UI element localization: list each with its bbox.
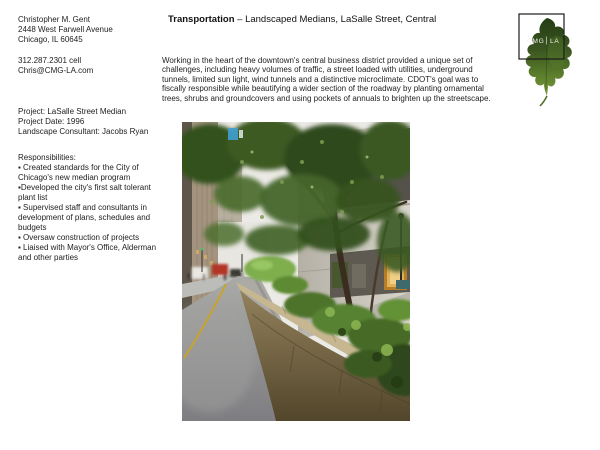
contact-block [18,15,160,45]
contact-city: Chicago, IL 60645 [18,35,83,44]
responsibility-item: ▪ Created standards for the City of Chicago's new median program [18,163,139,182]
project-consultant-line: Landscape Consultant: Jacobs Ryan [18,127,149,136]
responsibility-item: ▪ Oversaw construction of projects [18,233,140,242]
project-date-line: Project Date: 1996 [18,117,85,126]
responsibility-item: ▪Developed the city's first salt tolerant plant list [18,183,151,202]
logo-text-cmg: CMG [527,38,545,45]
phone-email-block [18,56,160,76]
logo [515,12,577,108]
responsibilities-heading: Responsibilities: [18,153,76,162]
responsibilities-block [18,153,160,263]
page-title [168,14,436,25]
title-category: Transportation [168,14,235,25]
contact-name: Christopher M. Gent [18,15,91,24]
body-paragraph: Working in the heart of the downtown's central business district provided a unique set of challenges, including heavy volumes of traffic, a street loaded with utilities, underground tunnels, limited sun light, wind tunnels and a distinctive microclimate. CDOT's goal was to fiscally responsible while beautifying a wider section of the roadway by planting ornamental trees, shrubs and groundcovers and using pockets of annuals to brighten up the streetscape. [162,56,491,103]
oak-leaf-icon [526,18,572,106]
project-block [18,107,160,137]
email-line: Chris@CMG-LA.com [18,66,94,75]
phone-line: 312.287.2301 cell [18,56,82,65]
responsibility-item: ▪ Liaised with Mayor's Office, Alderman and other parties [18,243,157,262]
photo-illustration [182,122,410,421]
title-subtitle: – Landscaped Medians, LaSalle Street, Central [237,14,437,25]
contact-street: 2448 West Farwell Avenue [18,25,113,34]
responsibility-item: ▪ Supervised staff and consultants in development of plans, schedules and budgets [18,203,151,232]
project-name-line: Project: LaSalle Street Median [18,107,127,116]
median-photo [182,122,410,421]
logo-text-la: LA [550,38,560,45]
